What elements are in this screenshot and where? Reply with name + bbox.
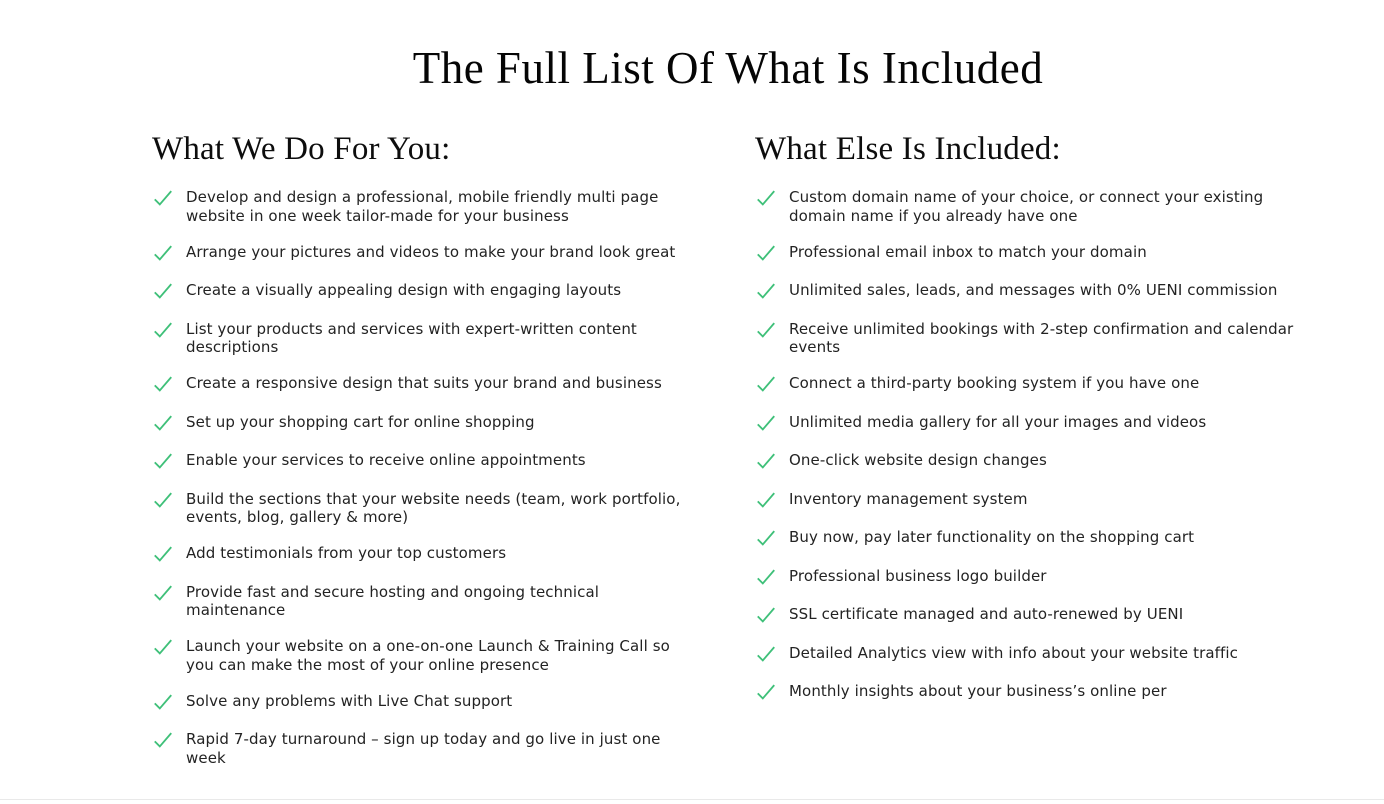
left-column-heading: What We Do For You: [152,131,451,167]
list-item-text: Receive unlimited bookings with 2-step confirmation and calendar events [789,319,1294,356]
check-icon [755,450,777,472]
check-icon [755,566,777,588]
list-item [152,583,701,620]
list-item-text: Create a visually appealing design with engaging layouts [186,281,622,299]
list-item [152,188,701,225]
list-item-text: Professional email inbox to match your domain [789,242,1147,261]
list-item [755,243,1304,264]
check-icon [152,450,174,472]
list-item-text: Solve any problems with Live Chat support [186,691,513,710]
check-icon [755,319,777,341]
list-item [755,188,1304,225]
list-item [152,692,701,713]
check-icon [755,681,777,703]
check-icon [755,489,777,511]
two-column-layout [152,130,1304,785]
check-icon [755,242,777,264]
list-item-text: Rapid 7-day turnaround – sign up today and go live in just one week [186,730,661,767]
check-icon [152,319,174,341]
list-item-text: Professional business logo builder [789,566,1047,585]
list-item-text: Arrange your pictures and videos to make your brand look great [186,242,676,261]
check-icon [152,242,174,264]
list-item-text: Unlimited sales, leads, and messages with 0% UENI commission [789,281,1278,299]
check-icon [152,489,174,511]
list-item [152,243,701,264]
column-what-else [755,130,1304,721]
check-icon [152,582,174,604]
list-item [152,320,701,357]
list-item [152,730,701,767]
list-item [755,644,1304,665]
list-item-text: Custom domain name of your choice, or connect your existing domain name if you already have one [789,188,1264,225]
check-icon [152,373,174,395]
list-item-text: One-click website design changes [789,451,1047,469]
list-item-text: Enable your services to receive online appointments [186,451,586,469]
list-item [152,544,701,565]
check-icon [755,527,777,549]
page-title: The Full List Of What Is Included [412,43,1044,93]
list-item [755,528,1304,549]
list-item [755,451,1304,472]
list-item-text: Inventory management system [789,489,1028,508]
check-icon [152,187,174,209]
check-icon [152,636,174,658]
list-item-text: Provide fast and secure hosting and ongoing technical maintenance [186,582,600,619]
check-icon [755,187,777,209]
list-item-text: Unlimited media gallery for all your images and videos [789,412,1207,431]
check-icon [152,280,174,302]
list-item-text: Connect a third-party booking system if you have one [789,374,1200,392]
check-icon [755,643,777,665]
column-what-we-do [152,130,701,785]
list-item [152,281,701,302]
list-item-text: Set up your shopping cart for online shopping [186,412,535,431]
content-container [152,42,1304,785]
list-item-text: Detailed Analytics view with info about your website traffic [789,643,1239,662]
list-item [152,451,701,472]
list-item-text: SSL certificate managed and auto-renewed by UENI [789,605,1184,623]
list-item-text: Add testimonials from your top customers [186,544,507,562]
list-item [755,374,1304,395]
list-item [152,413,701,434]
right-check-list [755,188,1304,703]
list-item [755,605,1304,626]
list-item [755,490,1304,511]
list-item-text: List your products and services with expert-written content descriptions [186,319,637,356]
list-item [755,320,1304,357]
list-item [755,281,1304,302]
check-icon [755,373,777,395]
check-icon [755,412,777,434]
list-item-text: Monthly insights about your business’s online per [789,682,1167,700]
left-check-list [152,188,701,767]
list-item [755,567,1304,588]
list-item [152,490,701,527]
list-item [755,413,1304,434]
list-item-text: Build the sections that your website needs (team, work portfolio, events, blog, gallery & more) [186,489,681,526]
check-icon [755,604,777,626]
check-icon [152,729,174,751]
check-icon [755,280,777,302]
right-column-heading: What Else Is Included: [755,131,1061,167]
list-item [152,637,701,674]
list-item-text: Launch your website on a one-on-one Launch & Training Call so you can make the most of your online presence [186,637,670,674]
check-icon [152,412,174,434]
list-item-text: Buy now, pay later functionality on the shopping cart [789,528,1195,546]
list-item-text: Create a responsive design that suits your brand and business [186,374,662,392]
check-icon [152,543,174,565]
list-item [152,374,701,395]
list-item-text: Develop and design a professional, mobile friendly multi page website in one week tailor-made for your business [186,188,659,225]
section-divider [0,799,1384,800]
check-icon [152,691,174,713]
list-item [755,682,1304,703]
